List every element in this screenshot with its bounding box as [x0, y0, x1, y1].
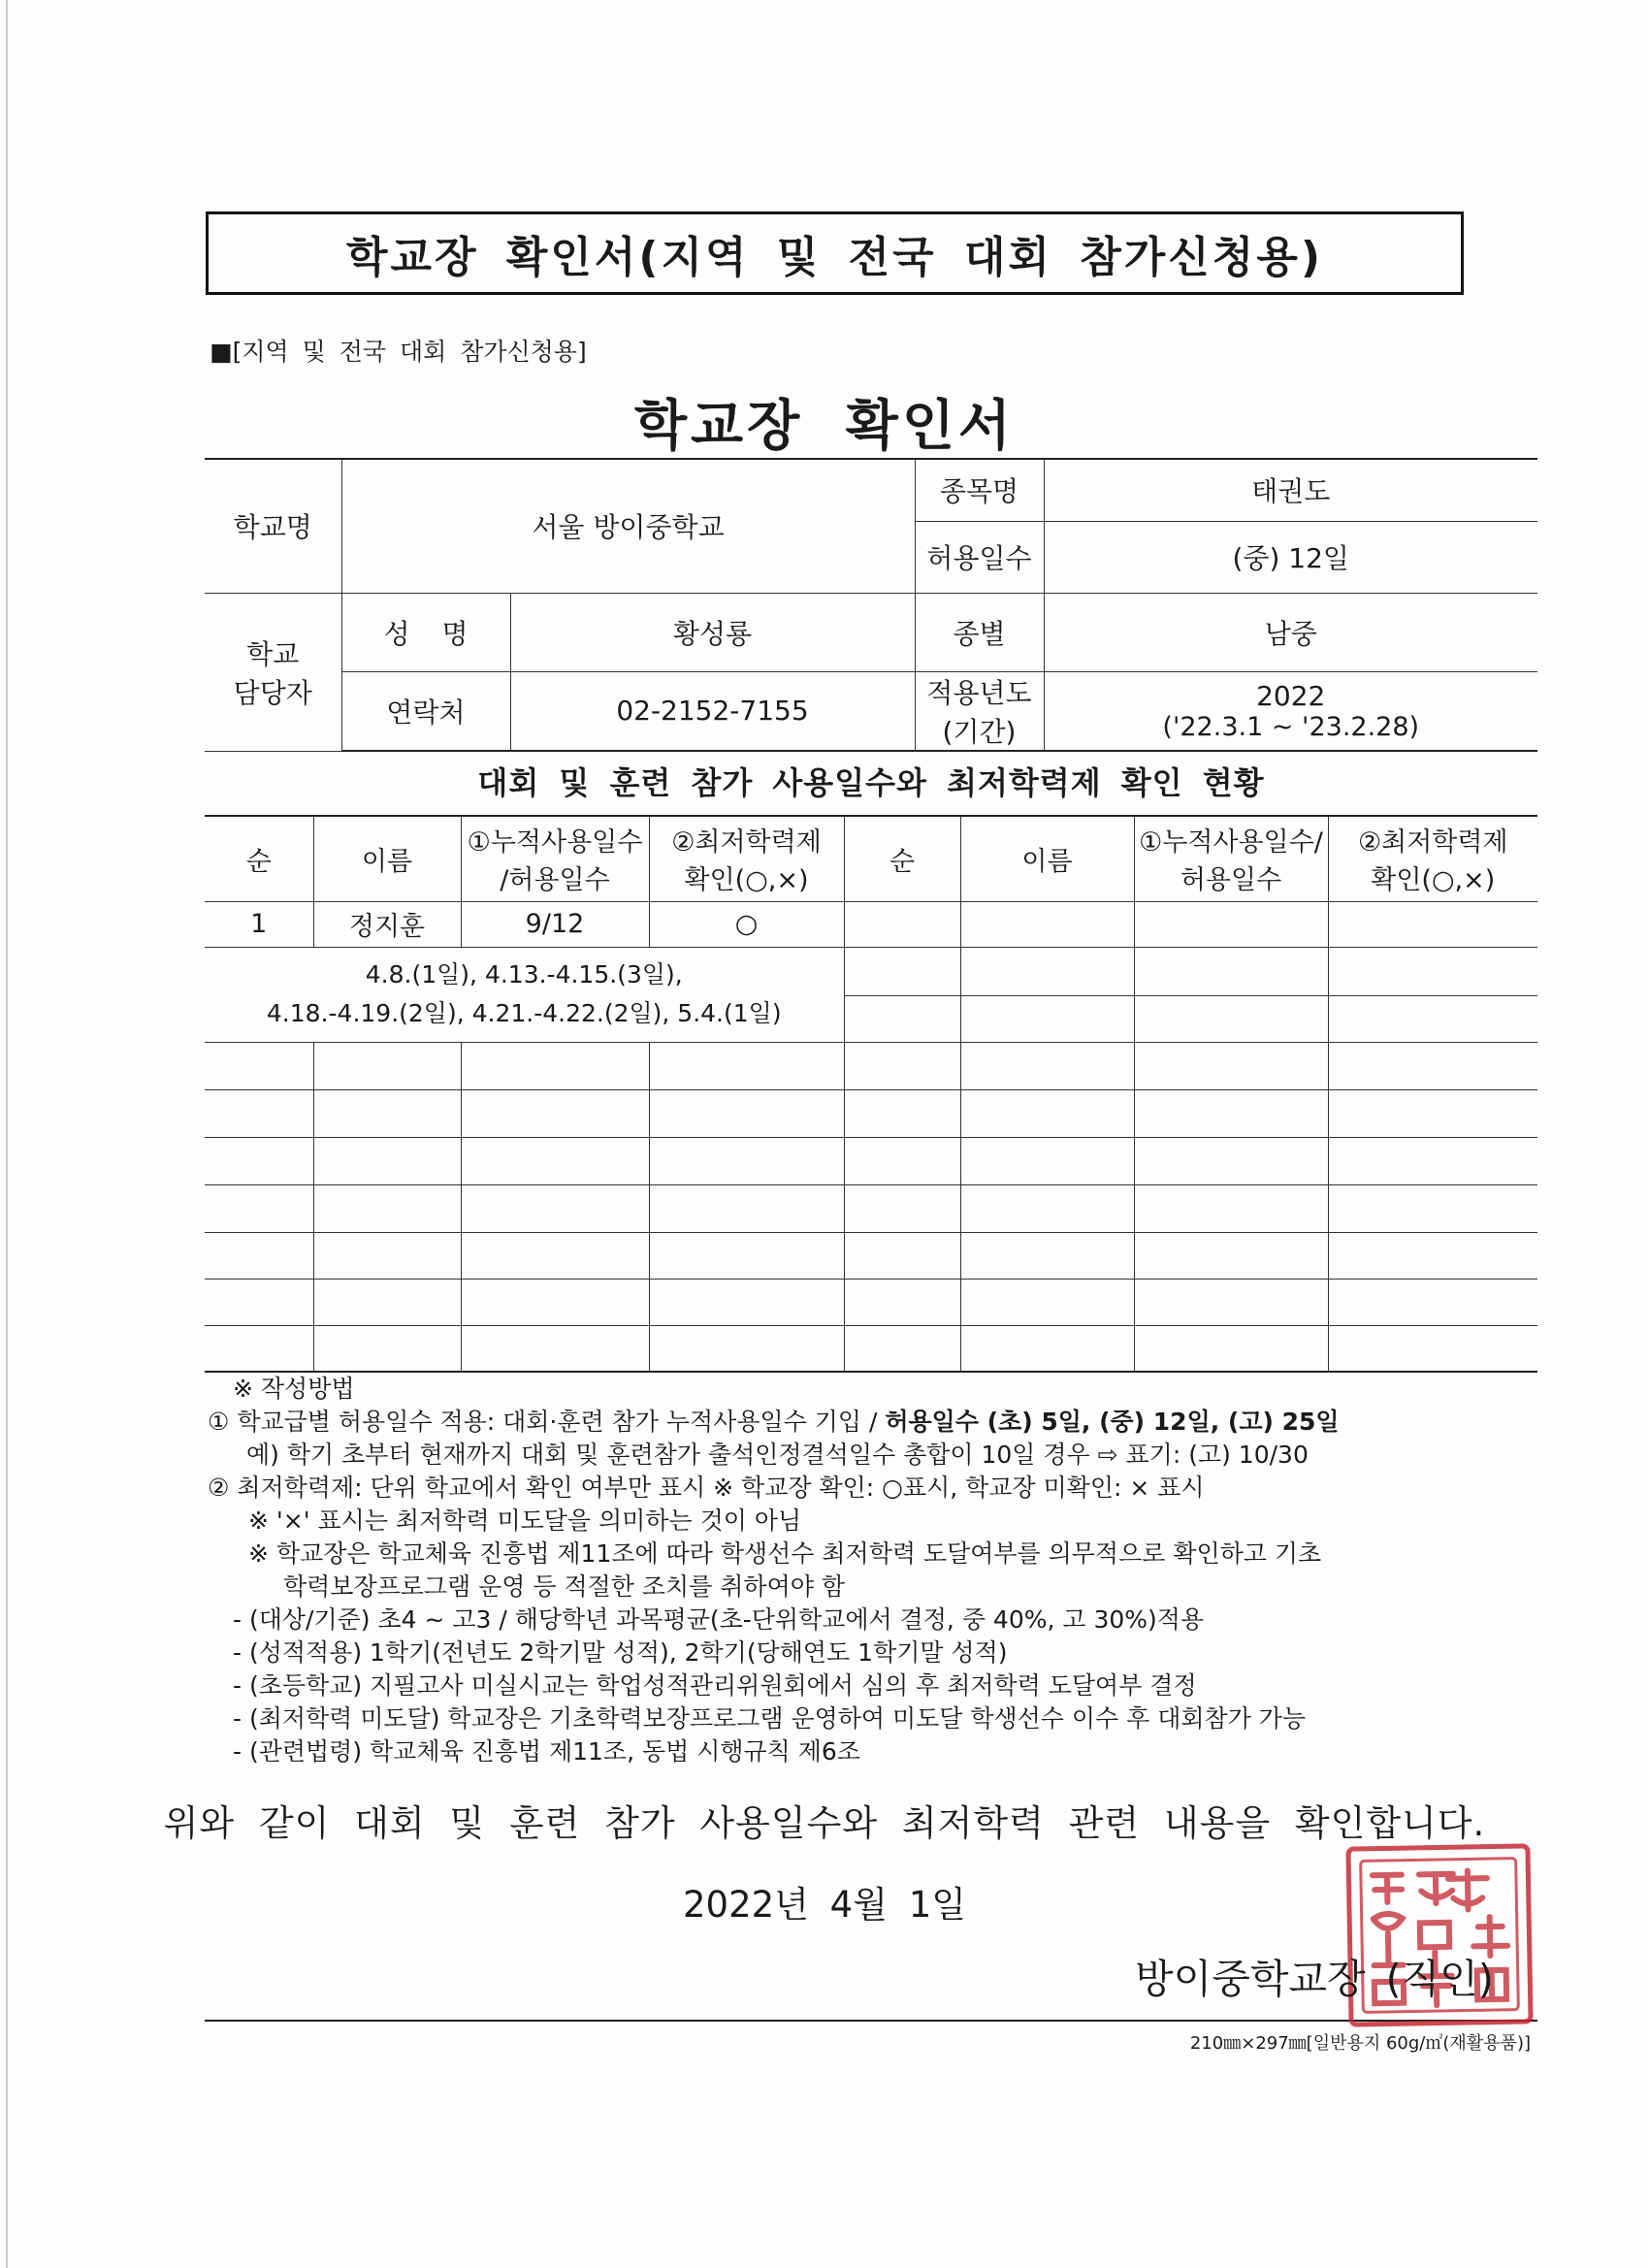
empty-cell: [313, 1184, 461, 1232]
empty-cell: [313, 1325, 461, 1372]
subtitle: ■[지역 및 전국 대회 참가신청용]: [210, 338, 587, 366]
empty-cell: [1134, 1232, 1328, 1279]
instruction-2: ② 최저학력제: 단위 학교에서 확인 여부만 표시 ※ 학교장 확인: ○표시, 학교장 미확인: × 표시: [208, 1474, 1205, 1502]
empty-cell: [844, 1279, 960, 1325]
table-row: [205, 1137, 1537, 1184]
empty-cell: [313, 1232, 461, 1279]
empty-cell: [313, 1279, 461, 1325]
school-info-table: [205, 458, 1537, 752]
note-x-mark: ※ '×' 표시는 최저학력 미도달을 의미하는 것이 아님: [248, 1507, 802, 1535]
empty-cell: [313, 1137, 461, 1184]
empty-cell: [960, 1042, 1134, 1089]
col-check-right: ②최저학력제 확인(○,×): [1328, 816, 1537, 901]
principal-signature: 방이중학교장 (직인): [1135, 1956, 1494, 2002]
event-label: 종목명: [915, 459, 1044, 521]
empty-cell: [1328, 1279, 1537, 1325]
col-name-right: 이름: [960, 816, 1134, 901]
empty-cell: [649, 1089, 844, 1137]
empty-cell: [844, 1325, 960, 1372]
table-row: [205, 901, 1537, 947]
category-label: 종별: [915, 593, 1044, 671]
table-row: [205, 1279, 1537, 1325]
note-principal-cont: 학력보장프로그램 운영 등 적절한 조치를 취하여야 함: [283, 1572, 845, 1601]
instruction-1-example: 예) 학기 초부터 현재까지 대회 및 훈련참가 출석인정결석일수 총합이 10일 경우 ⇨ 표기: (고) 10/30: [246, 1441, 1309, 1469]
empty-cell: [461, 1184, 649, 1232]
instruction-1: ① 학교급별 허용일수 적용: 대회·훈련 참가 누적사용일수 기입 / 허용일수 (초) 5일, (중) 12일, (고) 25일: [208, 1408, 1340, 1436]
empty-cell: [461, 1042, 649, 1089]
empty-cell: [960, 1325, 1134, 1372]
empty-cell: [205, 1137, 313, 1184]
scan-edge: [6, 0, 8, 2268]
empty-cell: [205, 1325, 313, 1372]
empty-cell: [1134, 1089, 1328, 1137]
note-dash-4: - (최저학력 미도달) 학교장은 기초학력보장프로그램 운영하여 미도달 학생선수 이수 후 대회참가 가능: [233, 1704, 1307, 1733]
year-value: 2022 ('22.3.1 ~ '23.2.28): [1044, 671, 1537, 751]
allowed-days-value: (중) 12일: [1044, 521, 1537, 593]
empty-cell: [649, 1279, 844, 1325]
empty-cell: [960, 1137, 1134, 1184]
school-name-value: 서울 방이중학교: [341, 459, 915, 593]
empty-cell: [649, 1137, 844, 1184]
table-row: [205, 1089, 1537, 1137]
empty-cell: [960, 1184, 1134, 1232]
row-days: 9/12: [461, 901, 649, 947]
col-check: ②최저학력제 확인(○,×): [649, 816, 844, 901]
row-check: ○: [649, 901, 844, 947]
empty-cell: [649, 1325, 844, 1372]
category-value: 남중: [1044, 593, 1537, 671]
table-row: [205, 1232, 1537, 1279]
issue-date: 2022년 4월 1일: [683, 1884, 966, 1926]
empty-cell: [1134, 1184, 1328, 1232]
empty-cell: [461, 1137, 649, 1184]
status-heading: 대회 및 훈련 참가 사용일수와 최저학력제 확인 현황: [477, 764, 1265, 801]
note-dash-2: - (성적적용) 1학기(전년도 2학기말 성적), 2학기(당해연도 1학기말 성적): [233, 1638, 1008, 1667]
instructions-heading: ※ 작성방법: [233, 1375, 355, 1403]
school-name-label: 학교명: [205, 459, 341, 593]
title-box: [206, 211, 1464, 295]
empty-cell: [1134, 1325, 1328, 1372]
empty-cell: [461, 1089, 649, 1137]
bottom-rule: [205, 2020, 1537, 2022]
confirm-statement: 위와 같이 대회 및 훈련 참가 사용일수와 최저학력 관련 내용을 확인합니다.: [163, 1802, 1486, 1844]
contact-value: 02-2152-7155: [510, 671, 915, 751]
title-box-text: 학교장 확인서(지역 및 전국 대회 참가신청용): [346, 233, 1323, 282]
note-principal: ※ 학교장은 학교체육 진흥법 제11조에 따라 학생선수 최저학력 도달여부를 의무적으로 확인하고 기초: [248, 1539, 1322, 1568]
empty-cell: [461, 1279, 649, 1325]
col-days: ①누적사용일수 /허용일수: [461, 816, 649, 901]
empty-cell: [205, 1279, 313, 1325]
table-row: [205, 1184, 1537, 1232]
empty-cell: [649, 1232, 844, 1279]
table-row: [205, 1042, 1537, 1089]
year-label: 적용년도 (기간): [915, 671, 1044, 751]
person-name-value: 황성룡: [510, 593, 915, 671]
table-row: [205, 947, 1537, 995]
empty-cell: [1134, 1279, 1328, 1325]
empty-cell: [960, 1232, 1134, 1279]
contact-label: 연락처: [341, 671, 510, 751]
empty-cell: [205, 1232, 313, 1279]
empty-cell: [1328, 1325, 1537, 1372]
empty-cell: [461, 1232, 649, 1279]
empty-cell: [205, 1089, 313, 1137]
allowed-days-label: 허용일수: [915, 521, 1044, 593]
instructions: [208, 1373, 1566, 1768]
empty-cell: [205, 1184, 313, 1232]
empty-cell: [313, 1042, 461, 1089]
empty-cell: [1328, 1089, 1537, 1137]
note-dash-5: - (관련법령) 학교체육 진흥법 제11조, 동법 시행규칙 제6조: [233, 1737, 860, 1766]
page-title: 학교장 확인서: [633, 395, 1016, 458]
empty-cell: [205, 1042, 313, 1089]
note-dash-3: - (초등학교) 지필고사 미실시교는 학업성적관리위원회에서 심의 후 최저학력 도달여부 결정: [233, 1671, 1197, 1700]
paper-spec: 210㎜×297㎜[일반용지 60g/㎡(재활용품)]: [1189, 2033, 1531, 2054]
empty-cell: [960, 1279, 1134, 1325]
empty-cell: [844, 1042, 960, 1089]
empty-cell: [1328, 1042, 1537, 1089]
manager-label: 학교 담당자: [205, 593, 341, 751]
empty-cell: [844, 1137, 960, 1184]
empty-cell: [1134, 1137, 1328, 1184]
empty-cell: [1134, 1042, 1328, 1089]
empty-cell: [1328, 1232, 1537, 1279]
row-no: 1: [205, 901, 313, 947]
event-value: 태권도: [1044, 459, 1537, 521]
col-no-right: 순: [844, 816, 960, 901]
col-days-right: ①누적사용일수/ 허용일수: [1134, 816, 1328, 901]
empty-cell: [844, 1089, 960, 1137]
note-dash-1: - (대상/기준) 초4 ~ 고3 / 해당학년 과목평균(초-단위학교에서 결정, 중 40%, 고 30%)적용: [233, 1605, 1205, 1634]
col-name: 이름: [313, 816, 461, 901]
row-dates: 4.8.(1일), 4.13.-4.15.(3일), 4.18.-4.19.(2일), 4.21.-4.22.(2일), 5.4.(1일): [205, 947, 844, 1042]
person-name-label: 성 명: [341, 593, 510, 671]
empty-cell: [844, 1232, 960, 1279]
empty-cell: [1328, 1184, 1537, 1232]
status-header-row: [205, 816, 1537, 901]
empty-cell: [461, 1325, 649, 1372]
empty-cell: [649, 1042, 844, 1089]
empty-cell: [313, 1089, 461, 1137]
table-row: [205, 1325, 1537, 1372]
status-table: [205, 815, 1537, 1373]
row-name: 정지훈: [313, 901, 461, 947]
empty-cell: [844, 1184, 960, 1232]
col-no: 순: [205, 816, 313, 901]
empty-cell: [1328, 1137, 1537, 1184]
empty-cell: [960, 1089, 1134, 1137]
empty-cell: [649, 1184, 844, 1232]
